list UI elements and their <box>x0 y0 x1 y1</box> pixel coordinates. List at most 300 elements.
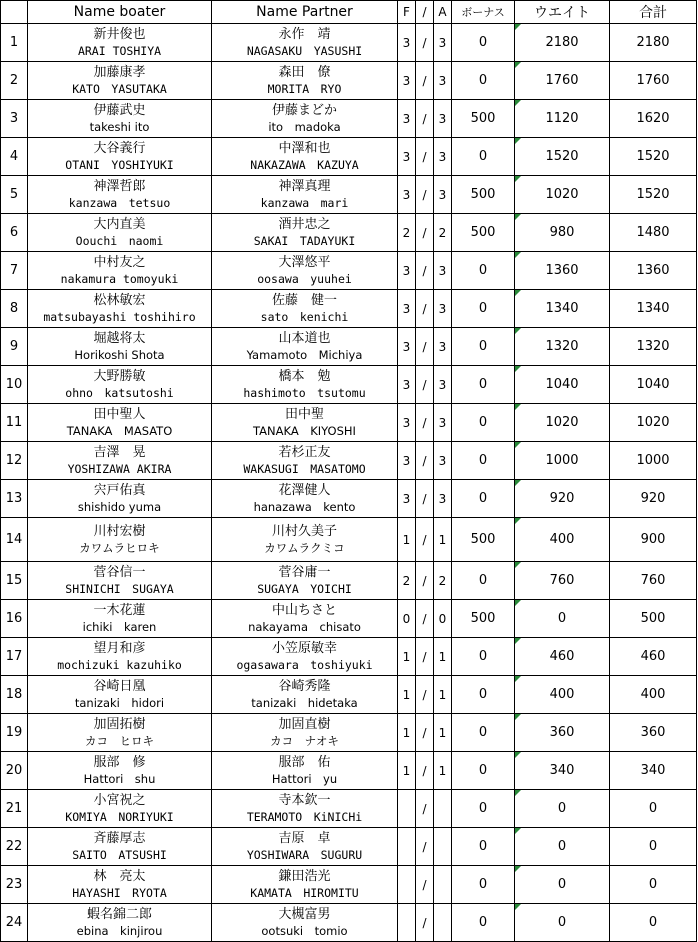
slash-cell: / <box>416 714 434 752</box>
rank-cell: 3 <box>1 100 28 138</box>
partner-name-romaji: Yamamoto Michiya <box>246 347 363 362</box>
boater-name-romaji: Oouchi naomi <box>75 233 164 248</box>
boater-name-romaji: SAITO ATSUSHI <box>72 847 167 862</box>
table-row <box>1 290 697 328</box>
bonus-cell: 0 <box>452 866 515 904</box>
rank-cell: 2 <box>1 62 28 100</box>
boater-name-romaji: tanizaki hidori <box>74 695 165 710</box>
weight-cell: 1760 <box>515 62 610 100</box>
partner-name-romaji: hashimoto tsutomu <box>243 385 366 400</box>
boater-name-romaji: KOMIYA NORIYUKI <box>65 809 174 824</box>
alive-count-cell <box>434 904 452 942</box>
partner-cell <box>212 290 398 328</box>
alive-count-cell <box>434 866 452 904</box>
partner-cell <box>212 600 398 638</box>
partner-cell <box>212 366 398 404</box>
bonus-cell: 0 <box>452 404 515 442</box>
total-cell: 920 <box>610 480 697 518</box>
partner-name-romaji: tanizaki hidetaka <box>251 695 358 710</box>
table-row <box>1 866 697 904</box>
fish-count-cell: 3 <box>398 290 416 328</box>
fish-count-cell: 3 <box>398 24 416 62</box>
fish-count-cell <box>398 790 416 828</box>
slash-cell: / <box>416 790 434 828</box>
fish-count-cell: 0 <box>398 600 416 638</box>
boater-name-jp: 加固拓樹 <box>93 716 146 732</box>
total-cell: 1620 <box>610 100 697 138</box>
partner-name-romaji: hanazawa kento <box>253 499 356 514</box>
boater-name-jp: 一木花蓮 <box>93 602 146 618</box>
boater-name-jp: 大谷義行 <box>93 140 146 156</box>
header-partner: Name Partner <box>212 1 398 24</box>
rank-cell: 15 <box>1 562 28 600</box>
slash-cell: / <box>416 828 434 866</box>
partner-cell <box>212 442 398 480</box>
fish-count-cell: 3 <box>398 404 416 442</box>
boater-name-jp: 吉澤 晃 <box>93 444 146 460</box>
fish-count-cell: 3 <box>398 138 416 176</box>
alive-count-cell: 2 <box>434 562 452 600</box>
fish-count-cell <box>398 828 416 866</box>
alive-count-cell: 2 <box>434 214 452 252</box>
boater-cell <box>28 24 212 62</box>
boater-name-romaji: ebina kinjirou <box>76 923 163 938</box>
bonus-cell: 0 <box>452 562 515 600</box>
table-row <box>1 518 697 562</box>
bonus-cell: 0 <box>452 480 515 518</box>
partner-cell <box>212 252 398 290</box>
slash-cell: / <box>416 866 434 904</box>
alive-count-cell: 3 <box>434 252 452 290</box>
partner-cell <box>212 328 398 366</box>
partner-cell <box>212 176 398 214</box>
boater-name-jp: 林 亮太 <box>93 868 146 884</box>
boater-cell <box>28 366 212 404</box>
total-cell: 1020 <box>610 404 697 442</box>
boater-name-romaji: SHINICHI SUGAYA <box>65 581 174 596</box>
total-cell: 1760 <box>610 62 697 100</box>
slash-cell: / <box>416 562 434 600</box>
partner-cell <box>212 518 398 562</box>
total-cell: 340 <box>610 752 697 790</box>
boater-cell <box>28 790 212 828</box>
total-cell: 500 <box>610 600 697 638</box>
weight-cell: 0 <box>515 790 610 828</box>
boater-name-romaji: カワムラヒロキ <box>79 540 160 555</box>
boater-name-jp: 望月和彦 <box>93 640 146 656</box>
total-cell: 1480 <box>610 214 697 252</box>
rank-cell: 10 <box>1 366 28 404</box>
table-row <box>1 752 697 790</box>
partner-name-jp: 大槻富男 <box>278 906 331 922</box>
boater-cell <box>28 714 212 752</box>
rank-cell: 5 <box>1 176 28 214</box>
slash-cell: / <box>416 404 434 442</box>
partner-name-jp: 伊藤まどか <box>271 102 337 118</box>
boater-name-romaji: ohno katsutoshi <box>65 385 174 400</box>
partner-name-jp: 佐藤 健一 <box>271 292 337 308</box>
weight-cell: 0 <box>515 904 610 942</box>
table-row <box>1 138 697 176</box>
boater-name-romaji: OTANI YOSHIYUKI <box>65 157 174 172</box>
rank-cell: 9 <box>1 328 28 366</box>
fish-count-cell: 1 <box>398 638 416 676</box>
fish-count-cell <box>398 866 416 904</box>
bonus-cell: 500 <box>452 100 515 138</box>
boater-name-romaji: matsubayashi toshihiro <box>43 309 196 324</box>
header-a: A <box>434 1 452 24</box>
boater-name-jp: 加藤康孝 <box>93 64 146 80</box>
fish-count-cell: 3 <box>398 328 416 366</box>
boater-name-jp: 田中聖人 <box>93 406 146 422</box>
partner-cell <box>212 562 398 600</box>
boater-name-jp: 蝦名錦二郎 <box>86 906 152 922</box>
partner-name-romaji: WAKASUGI MASATOMO <box>243 461 366 476</box>
partner-cell <box>212 714 398 752</box>
partner-cell <box>212 904 398 942</box>
fish-count-cell: 2 <box>398 562 416 600</box>
slash-cell: / <box>416 518 434 562</box>
total-cell: 1320 <box>610 328 697 366</box>
weight-cell: 400 <box>515 676 610 714</box>
partner-name-jp: 大澤悠平 <box>278 254 331 270</box>
header-weight: ウエイト <box>515 1 610 24</box>
table-row <box>1 714 697 752</box>
total-cell: 900 <box>610 518 697 562</box>
bonus-cell: 0 <box>452 366 515 404</box>
partner-name-jp: 酒井忠之 <box>278 216 331 232</box>
table-row <box>1 328 697 366</box>
boater-name-jp: 中村友之 <box>93 254 146 270</box>
boater-cell <box>28 442 212 480</box>
weight-cell: 0 <box>515 828 610 866</box>
rank-cell: 21 <box>1 790 28 828</box>
table-row <box>1 62 697 100</box>
partner-name-jp: 森田 僚 <box>278 64 331 80</box>
rank-cell: 6 <box>1 214 28 252</box>
bonus-cell: 0 <box>452 904 515 942</box>
weight-cell: 2180 <box>515 24 610 62</box>
boater-name-romaji: nakamura tomoyuki <box>60 271 179 286</box>
alive-count-cell <box>434 828 452 866</box>
partner-name-jp: 寺本欽一 <box>278 792 331 808</box>
boater-name-romaji: kanzawa tetsuo <box>68 195 171 210</box>
alive-count-cell <box>434 790 452 828</box>
boater-cell <box>28 404 212 442</box>
bonus-cell: 0 <box>452 24 515 62</box>
slash-cell: / <box>416 676 434 714</box>
alive-count-cell: 1 <box>434 714 452 752</box>
table-row <box>1 828 697 866</box>
bonus-cell: 0 <box>452 62 515 100</box>
partner-name-jp: 加固直樹 <box>278 716 331 732</box>
fish-count-cell: 3 <box>398 442 416 480</box>
total-cell: 0 <box>610 790 697 828</box>
boater-cell <box>28 252 212 290</box>
boater-name-romaji: TANAKA MASATO <box>66 423 173 438</box>
partner-name-jp: 小笠原敏幸 <box>271 640 337 656</box>
partner-name-romaji: カコ ナオキ <box>270 733 339 748</box>
fish-count-cell <box>398 904 416 942</box>
partner-name-jp: 若杉正友 <box>278 444 331 460</box>
alive-count-cell: 3 <box>434 24 452 62</box>
boater-name-jp: 大内直美 <box>93 216 146 232</box>
fish-count-cell: 1 <box>398 676 416 714</box>
weight-cell: 1040 <box>515 366 610 404</box>
slash-cell: / <box>416 176 434 214</box>
slash-cell: / <box>416 600 434 638</box>
slash-cell: / <box>416 290 434 328</box>
slash-cell: / <box>416 252 434 290</box>
weight-cell: 1520 <box>515 138 610 176</box>
boater-name-romaji: mochizuki kazuhiko <box>57 657 182 672</box>
alive-count-cell: 3 <box>434 290 452 328</box>
alive-count-cell: 3 <box>434 176 452 214</box>
partner-name-romaji: YOSHIWARA SUGURU <box>246 847 363 862</box>
alive-count-cell: 3 <box>434 404 452 442</box>
partner-name-romaji: TANAKA KIYOSHI <box>253 423 356 438</box>
fish-count-cell: 3 <box>398 252 416 290</box>
boater-name-romaji: カコ ヒロキ <box>85 733 154 748</box>
fish-count-cell: 1 <box>398 752 416 790</box>
partner-cell <box>212 752 398 790</box>
boater-name-jp: 神澤哲郎 <box>93 178 146 194</box>
slash-cell: / <box>416 24 434 62</box>
boater-name-jp: 斉藤厚志 <box>93 830 146 846</box>
slash-cell: / <box>416 214 434 252</box>
alive-count-cell: 3 <box>434 442 452 480</box>
weight-cell: 760 <box>515 562 610 600</box>
partner-name-romaji: ogasawara toshiyuki <box>236 657 373 672</box>
boater-name-jp: 新井俊也 <box>93 26 146 42</box>
boater-name-romaji: ichiki karen <box>82 619 157 634</box>
total-cell: 460 <box>610 638 697 676</box>
bonus-cell: 0 <box>452 676 515 714</box>
weight-cell: 980 <box>515 214 610 252</box>
partner-name-jp: 中山ちさと <box>271 602 337 618</box>
partner-name-jp: 田中聖 <box>284 406 324 422</box>
table-row <box>1 252 697 290</box>
weight-cell: 1020 <box>515 176 610 214</box>
partner-cell <box>212 62 398 100</box>
boater-cell <box>28 290 212 328</box>
alive-count-cell: 3 <box>434 328 452 366</box>
boater-cell <box>28 638 212 676</box>
table-row <box>1 638 697 676</box>
boater-name-jp: 服部 修 <box>93 754 146 770</box>
partner-name-romaji: TERAMOTO KiNICHi <box>246 809 363 824</box>
partner-name-jp: 山本道也 <box>278 330 331 346</box>
bonus-cell: 0 <box>452 828 515 866</box>
boater-cell <box>28 138 212 176</box>
partner-name-jp: 菅谷庸一 <box>278 564 331 580</box>
header-f: F <box>398 1 416 24</box>
boater-name-jp: 大野勝敏 <box>93 368 146 384</box>
alive-count-cell: 1 <box>434 752 452 790</box>
boater-cell <box>28 676 212 714</box>
partner-name-jp: 橋本 勉 <box>278 368 331 384</box>
rank-cell: 8 <box>1 290 28 328</box>
partner-cell <box>212 480 398 518</box>
partner-name-jp: 永作 靖 <box>278 26 331 42</box>
slash-cell: / <box>416 638 434 676</box>
boater-name-romaji: shishido yuma <box>77 499 162 514</box>
partner-name-romaji: KAMATA HIROMITU <box>250 885 359 900</box>
bonus-cell: 0 <box>452 638 515 676</box>
partner-cell <box>212 404 398 442</box>
header-row <box>1 1 697 24</box>
table-row <box>1 176 697 214</box>
bonus-cell: 0 <box>452 290 515 328</box>
partner-cell <box>212 790 398 828</box>
bonus-cell: 0 <box>452 790 515 828</box>
boater-cell <box>28 904 212 942</box>
table-row <box>1 214 697 252</box>
boater-name-jp: 宍戸佑真 <box>93 482 146 498</box>
total-cell: 1360 <box>610 252 697 290</box>
alive-count-cell: 1 <box>434 518 452 562</box>
partner-name-jp: 吉原 卓 <box>278 830 331 846</box>
header-slash: / <box>416 1 434 24</box>
boater-cell <box>28 176 212 214</box>
rank-cell: 17 <box>1 638 28 676</box>
total-cell: 0 <box>610 866 697 904</box>
table-body <box>1 24 697 942</box>
partner-name-romaji: Hattori yu <box>271 771 338 786</box>
rank-cell: 1 <box>1 24 28 62</box>
boater-cell <box>28 866 212 904</box>
bonus-cell: 500 <box>452 214 515 252</box>
boater-name-romaji: ARAI TOSHIYA <box>77 43 162 58</box>
bonus-cell: 0 <box>452 138 515 176</box>
partner-name-romaji: SAKAI TADAYUKI <box>253 233 356 248</box>
partner-name-jp: 中澤和也 <box>278 140 331 156</box>
partner-name-romaji: ito madoka <box>268 119 341 134</box>
boater-name-jp: 川村宏樹 <box>93 523 146 539</box>
slash-cell: / <box>416 366 434 404</box>
boater-cell <box>28 480 212 518</box>
rank-cell: 11 <box>1 404 28 442</box>
table-row <box>1 480 697 518</box>
partner-name-romaji: ootsuki tomio <box>261 923 348 938</box>
alive-count-cell: 0 <box>434 600 452 638</box>
fish-count-cell: 3 <box>398 176 416 214</box>
partner-name-romaji: NAKAZAWA KAZUYA <box>250 157 359 172</box>
boater-cell <box>28 600 212 638</box>
partner-cell <box>212 638 398 676</box>
table-row <box>1 904 697 942</box>
boater-cell <box>28 752 212 790</box>
boater-name-romaji: Horikoshi Shota <box>74 347 165 362</box>
slash-cell: / <box>416 480 434 518</box>
partner-name-romaji: カワムラクミコ <box>264 540 345 555</box>
boater-cell <box>28 518 212 562</box>
total-cell: 1040 <box>610 366 697 404</box>
slash-cell: / <box>416 904 434 942</box>
partner-name-jp: 服部 佑 <box>278 754 331 770</box>
total-cell: 2180 <box>610 24 697 62</box>
weight-cell: 360 <box>515 714 610 752</box>
rank-cell: 14 <box>1 518 28 562</box>
rank-cell: 16 <box>1 600 28 638</box>
boater-name-jp: 堀越将太 <box>93 330 146 346</box>
total-cell: 360 <box>610 714 697 752</box>
boater-name-romaji: KATO YASUTAKA <box>72 81 167 96</box>
weight-cell: 1360 <box>515 252 610 290</box>
total-cell: 1520 <box>610 138 697 176</box>
fish-count-cell: 3 <box>398 480 416 518</box>
weight-cell: 400 <box>515 518 610 562</box>
rank-cell: 19 <box>1 714 28 752</box>
weight-cell: 0 <box>515 600 610 638</box>
total-cell: 0 <box>610 828 697 866</box>
partner-name-romaji: sato kenichi <box>260 309 349 324</box>
fish-count-cell: 3 <box>398 62 416 100</box>
partner-name-jp: 谷崎秀隆 <box>278 678 331 694</box>
partner-cell <box>212 100 398 138</box>
partner-cell <box>212 828 398 866</box>
table-row <box>1 676 697 714</box>
partner-name-jp: 鎌田浩光 <box>278 868 331 884</box>
table-row <box>1 404 697 442</box>
total-cell: 1340 <box>610 290 697 328</box>
rank-cell: 7 <box>1 252 28 290</box>
weight-cell: 1320 <box>515 328 610 366</box>
rank-cell: 23 <box>1 866 28 904</box>
boater-name-romaji: Hattori shu <box>83 771 156 786</box>
boater-name-jp: 伊藤武史 <box>93 102 146 118</box>
boater-name-jp: 松林敏宏 <box>93 292 146 308</box>
boater-cell <box>28 100 212 138</box>
fish-count-cell: 3 <box>398 100 416 138</box>
bonus-cell: 500 <box>452 176 515 214</box>
slash-cell: / <box>416 100 434 138</box>
boater-name-romaji: HAYASHI RYOTA <box>72 885 167 900</box>
bonus-cell: 500 <box>452 600 515 638</box>
partner-cell <box>212 138 398 176</box>
weight-cell: 340 <box>515 752 610 790</box>
alive-count-cell: 3 <box>434 366 452 404</box>
table-row <box>1 100 697 138</box>
boater-name-romaji: YOSHIZAWA AKIRA <box>67 461 172 476</box>
header-total: 合計 <box>610 1 697 24</box>
table-row <box>1 562 697 600</box>
fish-count-cell: 3 <box>398 366 416 404</box>
partner-cell <box>212 676 398 714</box>
slash-cell: / <box>416 328 434 366</box>
rank-cell: 18 <box>1 676 28 714</box>
total-cell: 400 <box>610 676 697 714</box>
boater-name-jp: 小宮祝之 <box>93 792 146 808</box>
fish-count-cell: 2 <box>398 214 416 252</box>
partner-name-romaji: kanzawa mari <box>260 195 349 210</box>
partner-name-jp: 川村久美子 <box>271 523 337 539</box>
rank-cell: 20 <box>1 752 28 790</box>
boater-cell <box>28 828 212 866</box>
boater-cell <box>28 214 212 252</box>
boater-cell <box>28 562 212 600</box>
fish-count-cell: 1 <box>398 714 416 752</box>
rank-cell: 13 <box>1 480 28 518</box>
total-cell: 1000 <box>610 442 697 480</box>
rank-cell: 22 <box>1 828 28 866</box>
header-bonus: ボーナス <box>452 1 515 24</box>
alive-count-cell: 3 <box>434 100 452 138</box>
total-cell: 760 <box>610 562 697 600</box>
slash-cell: / <box>416 442 434 480</box>
weight-cell: 460 <box>515 638 610 676</box>
weight-cell: 1000 <box>515 442 610 480</box>
